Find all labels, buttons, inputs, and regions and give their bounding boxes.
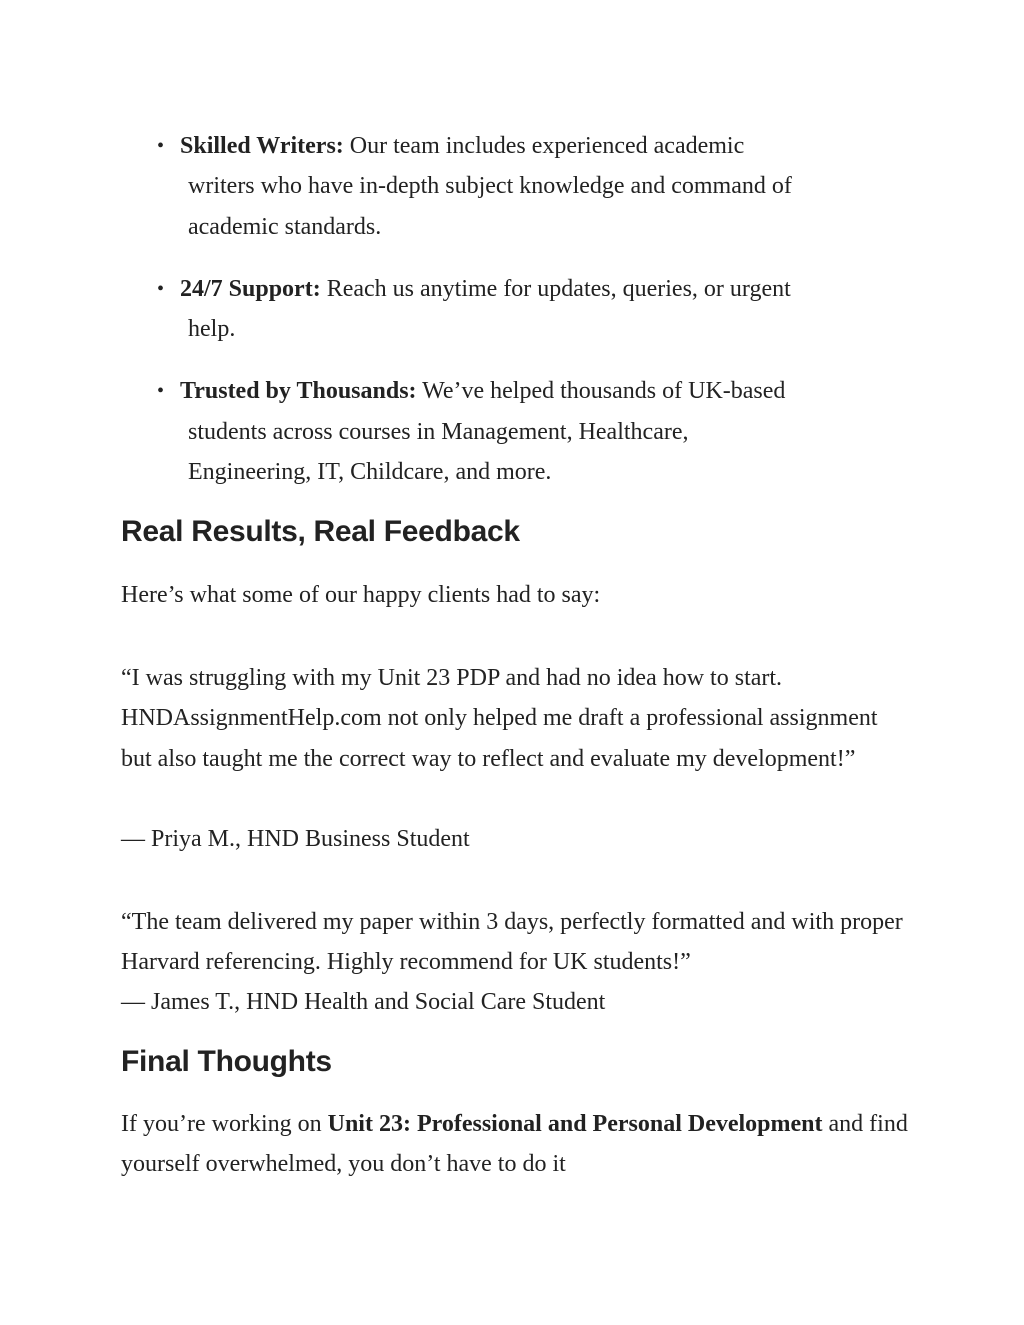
- final-paragraph: [121, 1104, 911, 1185]
- final-text-after: and find yourself overwhelmed, you don’t have to do it: [121, 1111, 908, 1178]
- results-intro: Here’s what some of our happy clients had to say:: [121, 582, 601, 608]
- testimonial-quote: “I was struggling with my Unit 23 PDP and had no idea how to start. HNDAssignmentHelp.com not only helped me draft a professional assignment but also taught me the correct way to reflect and evaluate my development!”: [121, 665, 878, 772]
- feature-text: We’ve helped thousands of UK-based: [416, 378, 786, 405]
- feature-text-continued: students across courses in Management, Healthcare, Engineering, IT, Childcare, and more.: [188, 418, 689, 486]
- feature-text: Our team includes experienced academic: [343, 133, 745, 159]
- final-text-bold: Unit 23: Professional and Personal Development: [327, 1111, 823, 1137]
- feature-title: Trusted by Thousands:: [180, 378, 417, 405]
- list-item: [121, 371, 911, 492]
- feature-text-continued: writers who have in-depth subject knowledge and command of academic standards.: [188, 173, 792, 240]
- feature-text-continued: help.: [188, 316, 236, 343]
- bullet-icon: •: [157, 135, 165, 157]
- feature-text: Reach us anytime for updates, queries, or urgent: [320, 275, 791, 302]
- final-text-before: If you’re working on: [121, 1111, 328, 1137]
- feature-title: 24/7 Support:: [180, 275, 321, 302]
- testimonial-quote: “The team delivered my paper within 3 days, perfectly formatted and with proper Harvard referencing. Highly recommend for UK students!”: [121, 909, 903, 976]
- bullet-icon: •: [157, 380, 165, 403]
- features-list: [121, 126, 911, 514]
- testimonial-author: — James T., HND Health and Social Care Student: [121, 989, 606, 1015]
- testimonial-author: — Priya M., HND Business Student: [121, 826, 470, 852]
- list-item: [121, 269, 911, 350]
- final-heading: Final Thoughts: [121, 1045, 332, 1078]
- results-heading: Real Results, Real Feedback: [121, 515, 520, 548]
- feature-title: Skilled Writers:: [180, 133, 344, 159]
- bullet-icon: •: [157, 277, 165, 300]
- list-item: [121, 126, 911, 247]
